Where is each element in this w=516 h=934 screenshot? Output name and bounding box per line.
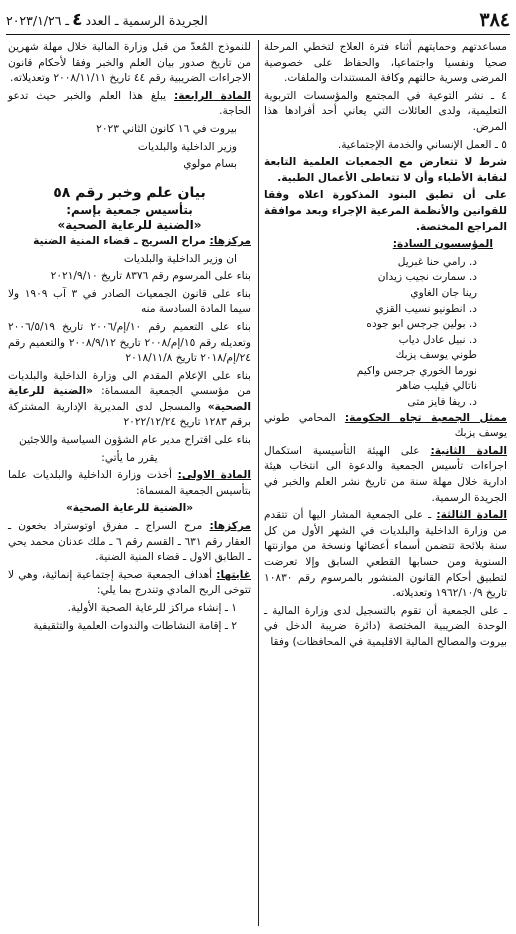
notice-subtitle: بتأسيس جمعية بإسم: bbox=[66, 202, 193, 217]
gazette-title: الجريدة الرسمية ـ العدد٤ـ ٢٠٢٣/١/٢٦ bbox=[6, 10, 208, 30]
article-2: المادة الثانية: على الهيئة التأسيسية استكمال اجراءات تأسيس الجمعية والدعوة الى انتخاب هيئة ادارية خلال مهلة سنة من تاريخ نشر العلم والخبر في الجريدة الرسمية. bbox=[264, 444, 507, 504]
founders-title: المؤسسون السادة: bbox=[392, 238, 493, 251]
left-column bbox=[8, 40, 251, 636]
list-item: ٢ ـ إقامة النشاطات والندوات العلمية والتثقيفية bbox=[33, 619, 237, 632]
condition-paragraph: شرط لا تتعارض مع الجمعيات العلمية التابعة لنقابة الأطباء وأن لا تتعاطى الأعمال الطبية. bbox=[264, 156, 507, 184]
place-date: بيروت في ١٦ كانون الثاني ٢٠٢٣ bbox=[96, 122, 237, 135]
paragraph: ٤ ـ نشر التوعية في المجتمع والمؤسسات التربوية التعليمية، ولدى العائلات التي يعاني أحد أفرادها هذا المرض. bbox=[264, 89, 507, 133]
decision-line: يقرر ما يأتي: bbox=[101, 451, 158, 464]
association-name: «الضنية للرعاية الصحية» bbox=[65, 502, 194, 515]
page-number: ٣٨٤ bbox=[479, 9, 510, 31]
right-column bbox=[264, 40, 507, 653]
minister-title: وزير الداخلية والبلديات bbox=[137, 140, 237, 153]
headquarters: مركزها: مراح السريج ـ قضاء المنية الضنية bbox=[33, 234, 251, 247]
headquarters: مركزها: مرح السراج ـ مفرق اوتوستراد بخعون ـ العقار رقم ٦٣١ ـ القسم رقم ٦ ـ ملك عدنان محمد يحي ـ الطابق الاول ـ قضاء المنية الضنية. bbox=[8, 520, 252, 564]
list-item: نورما الخوري جرجس واكيم bbox=[356, 364, 477, 377]
list-item: د. نبيل عادل دياب bbox=[398, 333, 477, 346]
notice-title: بيان علم وخبر رقم ٥٨ bbox=[53, 184, 206, 201]
list-item: ١ ـ إنشاء مراكز للرعاية الصحية الأولية. bbox=[67, 602, 237, 614]
paragraph: بناء على التعميم رقم ١٠/إم/٢٠٠٦ تاريخ ٢٠٠٦/٥/١٩ وتعديله رقم ١٥/إم/٢٠٠٨ تاريخ ٢٠٠٨/٩/١٢ والتعميم رقم ٢٤/إم/٢٠١٨ تاريخ ٢٠١٨/١١/٨ bbox=[8, 320, 251, 365]
list-item: د. سمارت نجيب زيدان bbox=[377, 271, 477, 284]
article-1: المادة الاولى: أخذت وزارة الداخلية والبلديات علما بتأسيس الجمعية المسماة: bbox=[8, 469, 251, 497]
paragraph: بناء على اقتراح مدير عام الشؤون السياسية واللاجئين bbox=[19, 434, 251, 447]
column-divider bbox=[258, 40, 259, 926]
paragraph: للنموذج المُعدّ من قبل وزارة المالية خلال مهلة شهرين من تاريخ صدور بيان العلم والخبر وفقا لأحكام قانون الاجراءات الضريبية رقم ٤٤ تاريخ ٢٠٠٨/١١/١١ وتعديلاته. bbox=[8, 41, 251, 85]
list-item: طوني يوسف يزبك bbox=[395, 349, 477, 362]
association-name: «الضنية للرعاية الصحية» bbox=[57, 218, 202, 233]
article-3: المادة الثالثة: ـ على الجمعية المشار اليها أن تتقدم من وزارة الداخلية والبلديات في الشهر الأول من كل سنة بلائحة تتضمن أسماء أعضائها ونسخة من موازنتها السنوية ومن حسابها القطعي السابق وإلا تعرضت لتطبيق أحكام القانون المنشور بالمرسوم رقم ١٠٨٣٠ تاريخ ١٩٦٢/١٠/٩ وتعديلاته. bbox=[264, 509, 507, 600]
issue-number: ٤ bbox=[72, 10, 83, 30]
paragraph: ٥ ـ العمل الإنساني والخدمة الإجتماعية. bbox=[337, 138, 507, 151]
page-header bbox=[6, 6, 510, 34]
paragraph: ان وزير الداخلية والبلديات bbox=[123, 252, 237, 265]
header-rule bbox=[6, 34, 510, 35]
representative: ممثل الجمعية تجاه الحكومة: المحامي طوني يوسف يزبك bbox=[264, 411, 507, 440]
list-item: د. ريفا فايز متى bbox=[407, 396, 477, 409]
founders-list bbox=[264, 255, 507, 411]
article-4: المادة الرابعة: يبلغ هذا العلم والخبر حيث تدعو الحاجة. bbox=[8, 89, 251, 118]
issue-date: ـ ٢٠٢٣/١/٢٦ bbox=[6, 13, 70, 28]
list-item: رينا جان الغاوي bbox=[410, 286, 477, 299]
paragraph: بناء على الإعلام المقدم الى وزارة الداخلية والبلديات من مؤسسي الجمعية المسماة: «الضنية للرعاية الصحية» والمسجل لدى المديرية الإدارية المشتركة برقم ١٢٨٣ تاريخ ٢٠٢٢/١٢/٢٤ bbox=[8, 369, 252, 429]
condition-paragraph: على أن تطبق البنود المذكورة اعلاه وفقا للقوانين والأنظمة المرعية الإجراء وبعد موافقة المراجع المختصة. bbox=[264, 189, 507, 233]
paragraph: ـ على الجمعية أن تقوم بالتسجيل لدى وزارة المالية ـ الوحدة الضريبية المختصة (دائرة ضريبة الدخل في بيروت والمصالح المالية الاقليمية في المحافظات) وفقا bbox=[264, 604, 507, 648]
list-item: ناتالي فيليب ضاهر bbox=[396, 380, 477, 393]
list-item: د. بولين جرجس ابو جوده bbox=[366, 318, 477, 331]
minister-name: بسام مولوي bbox=[183, 158, 237, 171]
paragraph: مساعدتهم وحمايتهم أثناء فترة العلاج لتخطي المرحلة صحيا ونفسيا واجتماعيا، والحفاظ على خصوصية المرضى وسرية حالتهم وكافة المستندات والملفات. bbox=[264, 41, 507, 85]
paragraph: بناء على المرسوم رقم ٨٣٧٦ تاريخ ٢٠٢١/٩/١٠ bbox=[50, 270, 251, 283]
goals: غايتها: أهداف الجمعية صحية إجتماعية إنمائية، وهي لا تتوخى الربح المادي وتندرج بما يلي: bbox=[8, 568, 251, 597]
list-item: د. انطونيو نسيب القزي bbox=[375, 302, 477, 315]
paragraph: بناء على قانون الجمعيات الصادر في ٣ آب ١٩٠٩ ولا سيما المادة السادسة منه bbox=[8, 287, 251, 316]
list-item: د. رامي حنا غبريل bbox=[397, 255, 477, 268]
